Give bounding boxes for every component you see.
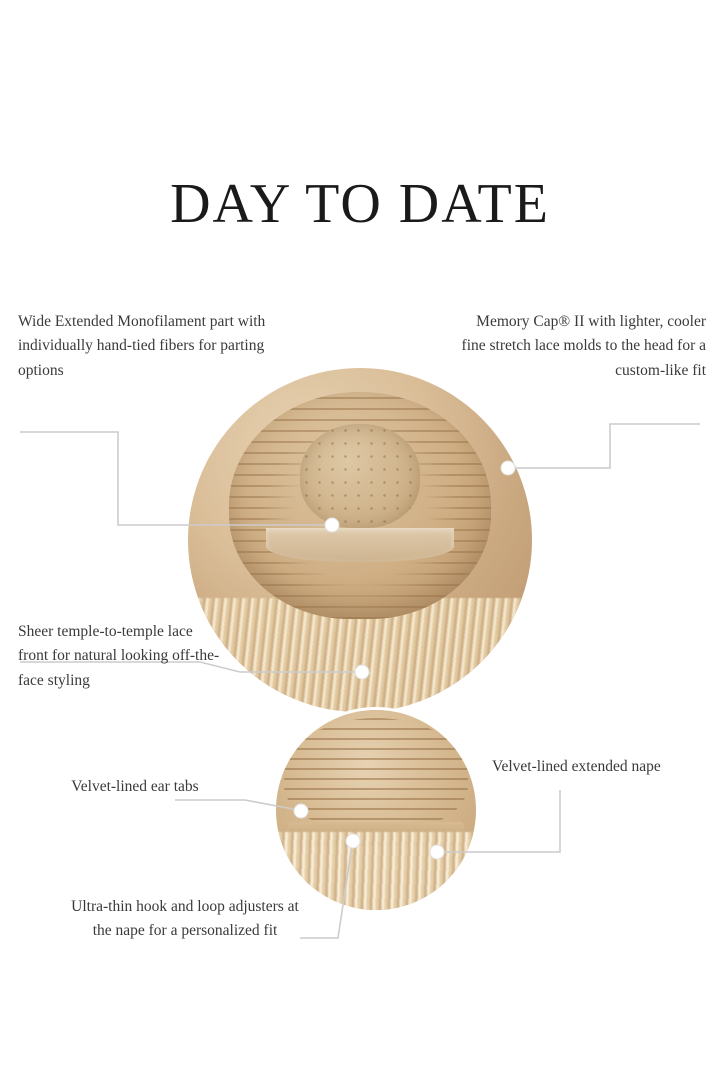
callout-label-ear-tabs: Velvet-lined ear tabs <box>71 778 199 795</box>
monofilament-top <box>300 424 420 528</box>
callout-label-lace-front: Sheer temple-to-temple lace front for natural looking off-the-face styling <box>18 623 220 689</box>
wig-cap-nape-photo <box>276 710 476 910</box>
wig-cap-main-photo <box>188 368 532 712</box>
page-title: DAY TO DATE <box>170 173 550 235</box>
lace-front-band <box>266 528 454 562</box>
cap-dome <box>229 392 490 619</box>
nape-hair <box>276 832 476 910</box>
callout-label-hook-loop: Ultra-thin hook and loop adjusters at the nape for a personalized fit <box>71 898 299 940</box>
product-image-stage <box>180 360 540 920</box>
callout-label-extended-nape: Velvet-lined extended nape <box>492 758 661 775</box>
callout-label-monofilament: Wide Extended Monofilament part with individually hand-tied fibers for parting options <box>18 313 266 379</box>
nape-weft-rows <box>284 718 468 830</box>
leader-line-memory-cap <box>512 424 700 468</box>
callout-label-memory-cap: Memory Cap® II with lighter, cooler fine stretch lace molds to the head for a custom-like fit <box>461 313 706 379</box>
